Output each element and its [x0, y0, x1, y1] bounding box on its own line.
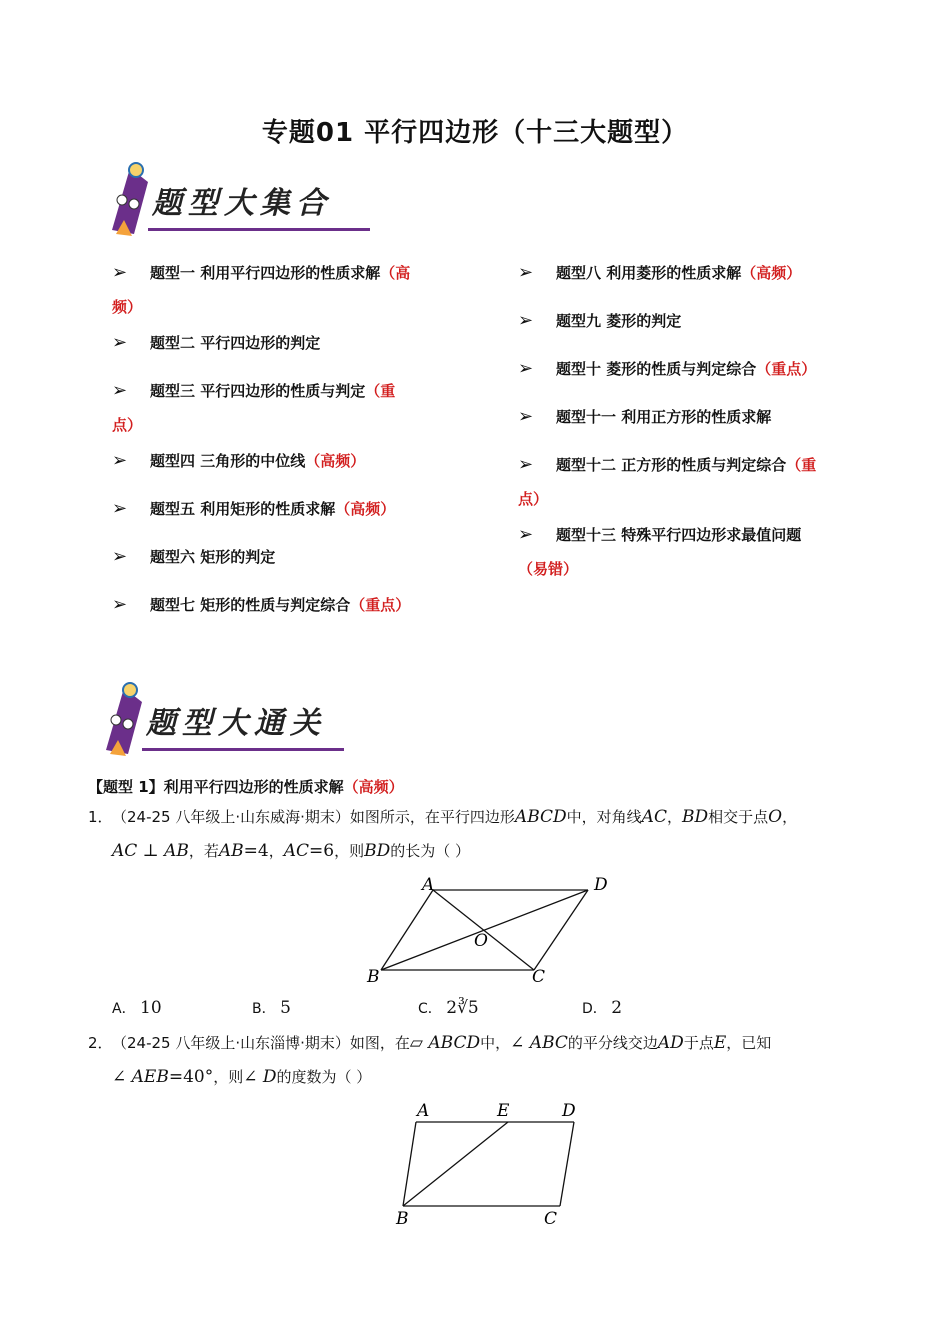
arrow-bullet-icon: ➢	[112, 262, 128, 283]
label-C: C	[532, 967, 546, 987]
toc-left-column	[112, 256, 462, 622]
toc-item-11[interactable]: ➢ 题型十一 利用正方形的性质求解	[518, 400, 868, 434]
page-title: 专题01 平行四边形（十三大题型）	[261, 118, 689, 148]
arrow-bullet-icon: ➢	[518, 310, 534, 331]
label-D: D	[594, 875, 608, 895]
arrow-bullet-icon: ➢	[518, 358, 534, 379]
toc-item-9[interactable]: ➢ 题型九 菱形的判定	[518, 304, 868, 338]
banner-underline	[142, 748, 344, 751]
toc-item-8[interactable]: ➢ 题型八 利用菱形的性质求解（高频）	[518, 256, 868, 290]
banner-question-practice	[84, 680, 384, 760]
option-a[interactable]: A． 10	[112, 998, 162, 1018]
option-c[interactable]: C． 2∛5	[418, 998, 479, 1018]
label-A: A	[422, 875, 435, 895]
option-b[interactable]: B． 5	[252, 998, 291, 1018]
toc-item-5[interactable]: ➢ 题型五 利用矩形的性质求解（高频）	[112, 492, 462, 526]
banner-title: 题型大集合	[152, 186, 332, 221]
toc-item-10[interactable]: ➢ 题型十 菱形的性质与判定综合（重点）	[518, 352, 868, 386]
toc-item-7[interactable]: ➢ 题型七 矩形的性质与判定综合（重点）	[112, 588, 462, 622]
section-title: 【题型 1】利用平行四边形的性质求解（高频）	[88, 778, 404, 796]
toc-right-column	[518, 256, 868, 586]
arrow-bullet-icon: ➢	[112, 450, 128, 471]
figure-parallelogram-1	[360, 870, 620, 990]
label-E: E	[497, 1101, 510, 1121]
arrow-bullet-icon: ➢	[112, 594, 128, 615]
toc-item-1[interactable]: ➢ 题型一 利用平行四边形的性质求解（高 频）	[112, 256, 462, 324]
label-B: B	[367, 967, 380, 987]
arrow-bullet-icon: ➢	[112, 380, 128, 401]
option-d[interactable]: D． 2	[582, 998, 623, 1018]
arrow-bullet-icon: ➢	[518, 406, 534, 427]
question-2: 2．（24-25 八年级上·山东淄博·期末）如图，在▱ ABCD中，∠ ABC的平分线交边AD于点E，已知 ∠ AEB=40°，则∠ D的度数为（ ）	[88, 1033, 772, 1087]
toc-item-2[interactable]: ➢ 题型二 平行四边形的判定	[112, 326, 462, 360]
arrow-bullet-icon: ➢	[518, 454, 534, 475]
label-B: B	[396, 1209, 409, 1229]
banner-question-collection	[90, 160, 390, 240]
arrow-bullet-icon: ➢	[112, 546, 128, 567]
arrow-bullet-icon: ➢	[518, 262, 534, 283]
toc-item-4[interactable]: ➢ 题型四 三角形的中位线（高频）	[112, 444, 462, 478]
figure-parallelogram-2	[380, 1096, 590, 1236]
banner-title: 题型大通关	[146, 706, 326, 741]
label-C: C	[544, 1209, 558, 1229]
arrow-bullet-icon: ➢	[112, 498, 128, 519]
label-O: O	[474, 931, 488, 951]
label-D: D	[562, 1101, 576, 1121]
toc-item-6[interactable]: ➢ 题型六 矩形的判定	[112, 540, 462, 574]
q1-options	[112, 998, 812, 1024]
label-A: A	[417, 1101, 430, 1121]
arrow-bullet-icon: ➢	[518, 524, 534, 545]
arrow-bullet-icon: ➢	[112, 332, 128, 353]
toc-item-3[interactable]: ➢ 题型三 平行四边形的性质与判定（重 点）	[112, 374, 462, 442]
toc-item-13[interactable]: ➢ 题型十三 特殊平行四边形求最值问题 （易错）	[518, 518, 868, 586]
banner-underline	[148, 228, 370, 231]
toc-item-12[interactable]: ➢ 题型十二 正方形的性质与判定综合（重 点）	[518, 448, 868, 516]
question-1: 1．（24-25 八年级上·山东威海·期末）如图所示，在平行四边形ABCD中，对角线AC，BD相交于点O， AC ⊥ AB，若AB=4，AC=6，则BD的长为（ ）	[88, 807, 798, 861]
